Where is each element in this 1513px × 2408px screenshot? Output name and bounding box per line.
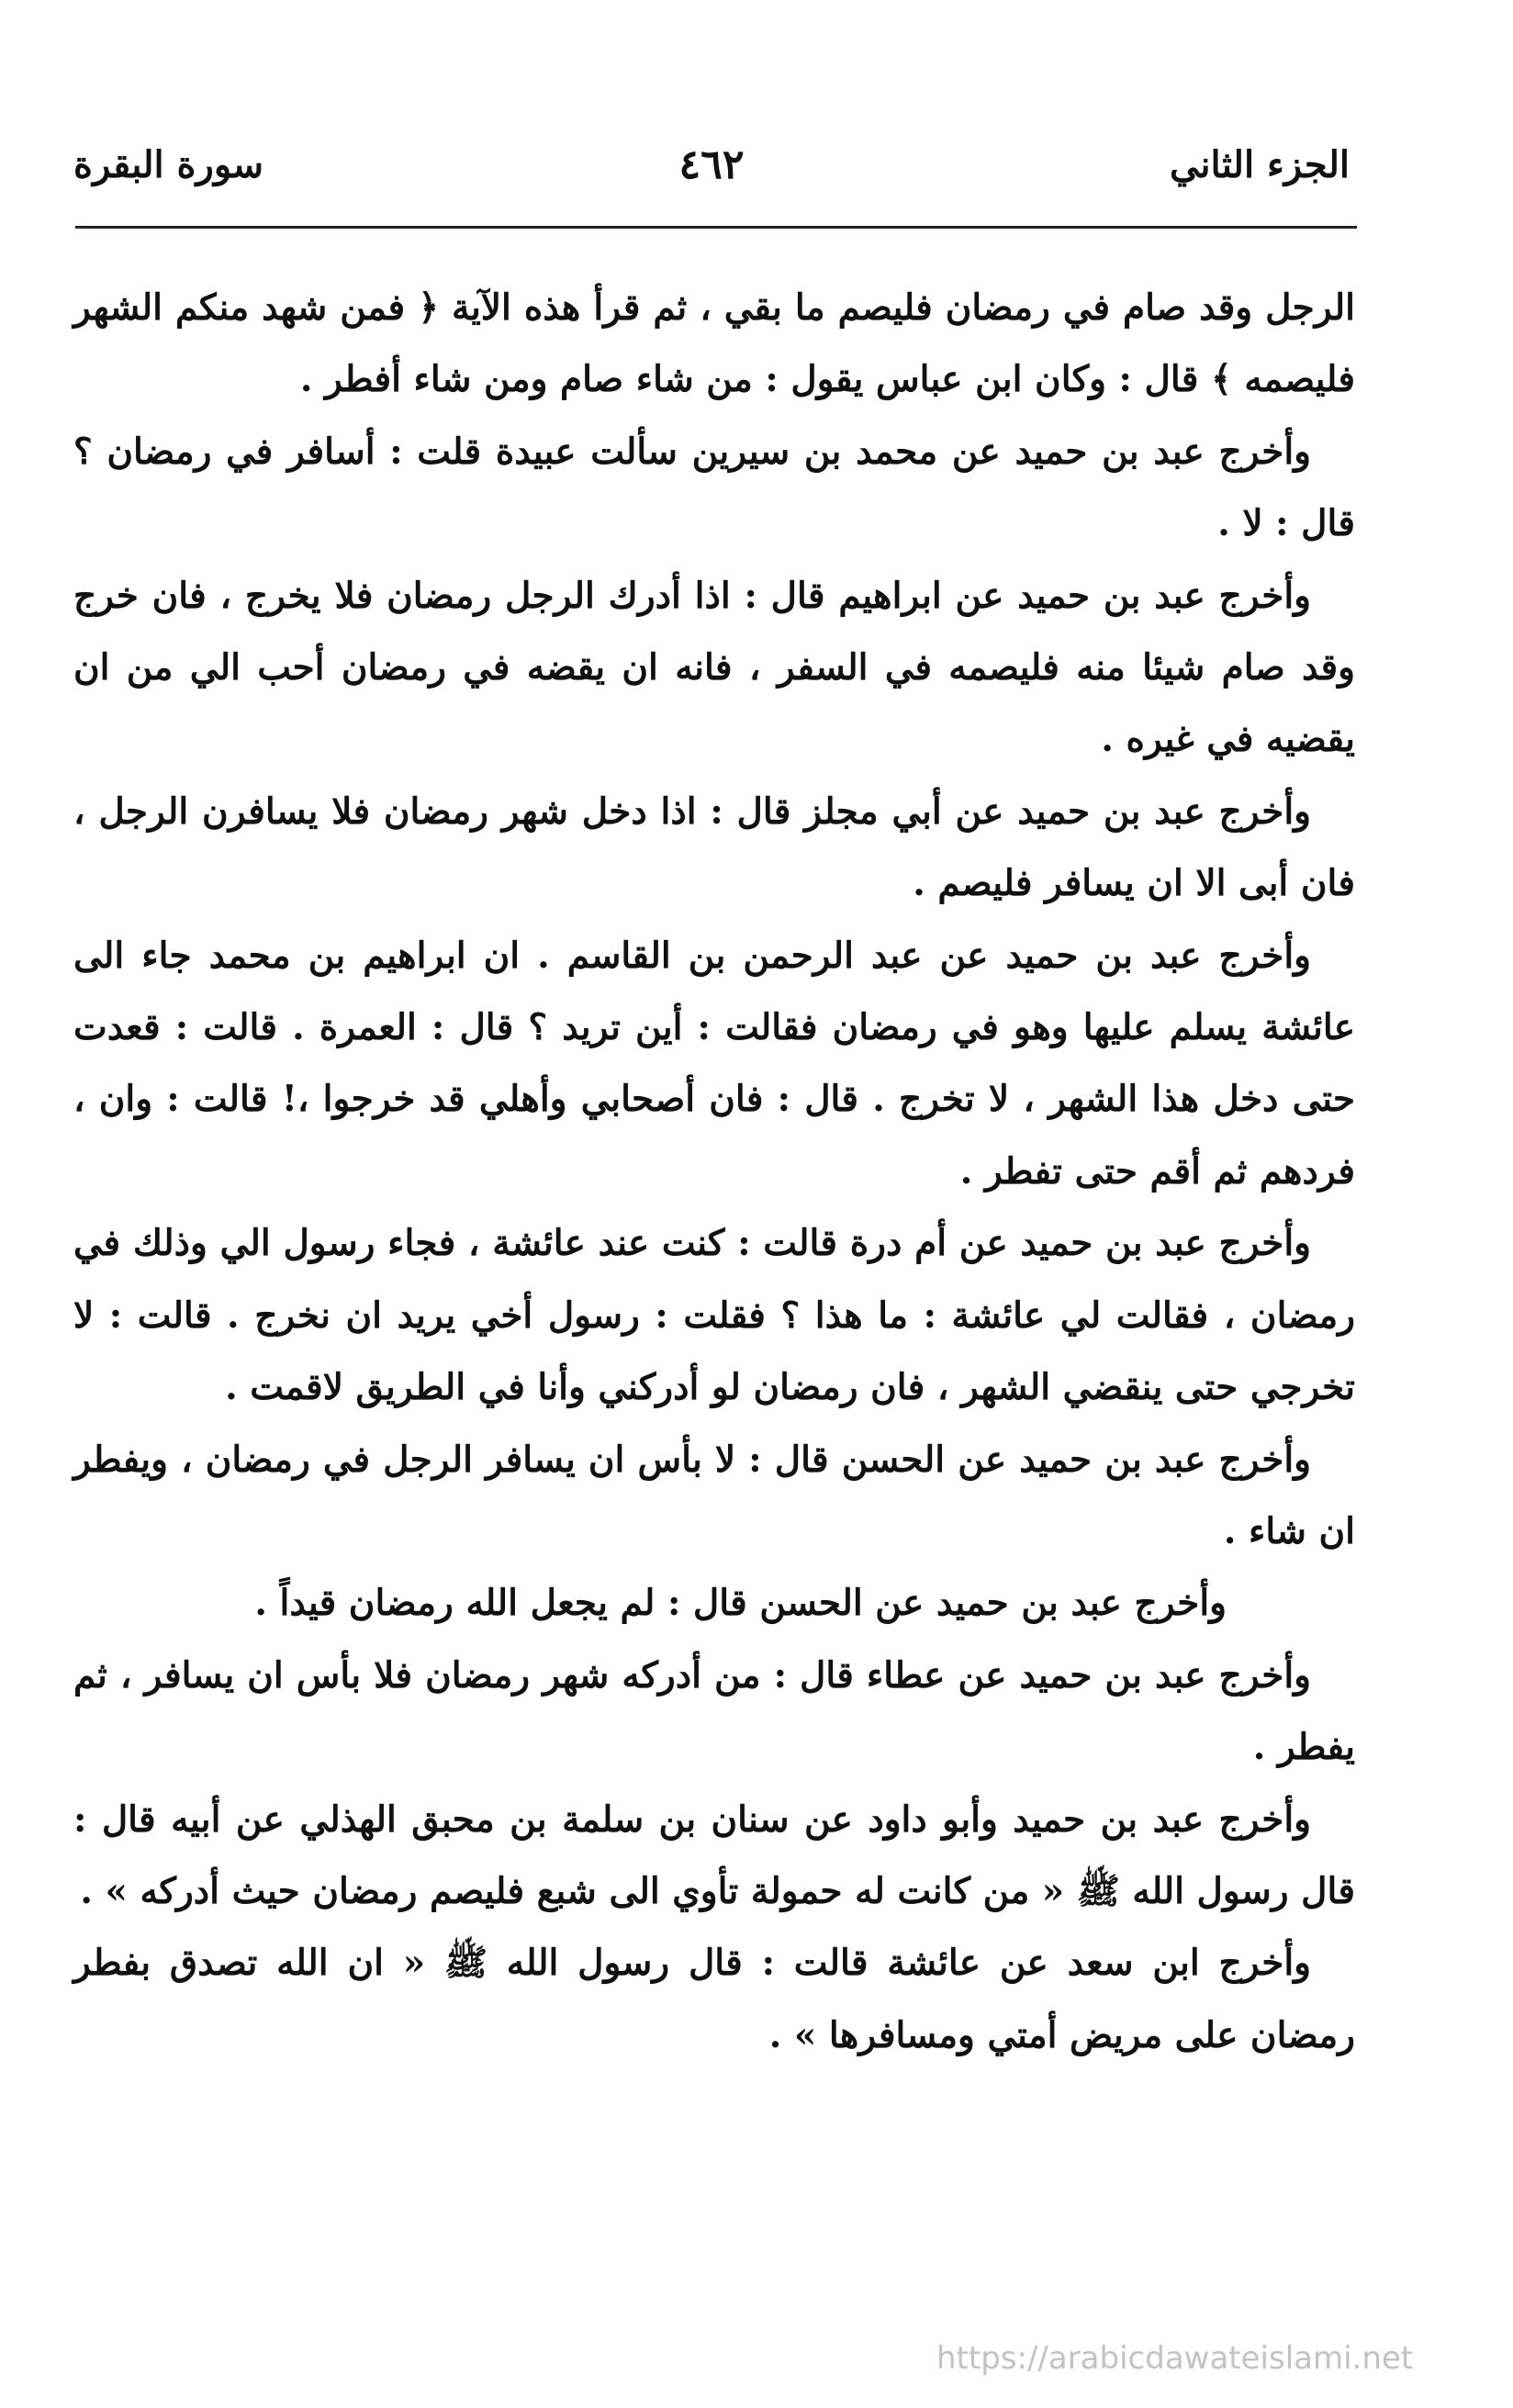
paragraph-umm-durra: وأخرج عبد بن حميد عن أم درة قالت : كنت عند عائشة ، فجاء رسول الي وذلك في رمضان ، فقالت لي عائشة : ما هذا ؟ فقلت : رسول أخي يريد ان نخرج . قالت : لا تخرجي حتى ينقضي الشهر ، فان رمضان لو أدركني وأنا في الطريق لاقمت . [73, 1222, 1355, 1409]
page-body [73, 272, 1355, 2071]
header-divider [75, 226, 1357, 229]
paragraph-continuation: الرجل وقد صام في رمضان فليصم ما بقي ، ثم قرأ هذه الآية ﴿ فمن شهد منكم الشهر فليصمه ﴾ قال : وكان ابن عباس يقول : من شاء صام ومن شاء أفطر . [73, 286, 1355, 401]
paragraph-ata: وأخرج عبد بن حميد عن عطاء قال : من أدركه شهر رمضان فلا بأس ان يسافر ، ثم يفطر . [73, 1653, 1355, 1769]
paragraph-abi-mijlaz: وأخرج عبد بن حميد عن أبي مجلز قال : اذا دخل شهر رمضان فلا يسافرن الرجل ، فان أبى الا ان يسافر فليصم . [73, 790, 1355, 905]
paragraph-hasan-2: وأخرج عبد بن حميد عن الحسن قال : لم يجعل الله رمضان قيداً . [254, 1582, 1227, 1625]
paragraph-hasan-1: وأخرج عبد بن حميد عن الحسن قال : لا بأس ان يسافر الرجل في رمضان ، ويفطر ان شاء . [73, 1438, 1355, 1552]
page-header [73, 138, 1350, 220]
paragraph-ibn-sirin: وأخرج عبد بن حميد عن محمد بن سيرين سألت عبيدة قلت : أسافر في رمضان ؟ قال : لا . [73, 430, 1355, 545]
paragraph-ibn-saad: وأخرج ابن سعد عن عائشة قالت : قال رسول الله ﷺ « ان الله تصدق بفطر رمضان على مريض أمتي ومسافرها » . [73, 1942, 1355, 2056]
surah-title: سورة البقرة [73, 143, 264, 186]
part-title: الجزء الثاني [1170, 143, 1350, 186]
paragraph-ibrahim: وأخرج عبد بن حميد عن ابراهيم قال : اذا أدرك الرجل رمضان فلا يخرج ، فان خرج وقد صام شيئا منه فليصمه في السفر ، فانه ان يقضه في رمضان أحب الي من ان يقضيه في غيره . [73, 574, 1355, 761]
paragraph-sinan: وأخرج عبد بن حميد وأبو داود عن سنان بن سلمة بن محبق الهذلي عن أبيه قال : قال رسول الله ﷺ « من كانت له حمولة تأوي الى شبع فليصم رمضان حيث أدركه » . [73, 1798, 1355, 1912]
paragraph-abd-al-rahman: وأخرج عبد بن حميد عن عبد الرحمن بن القاسم . ان ابراهيم بن محمد جاء الى عائشة يسلم عليها وهو في رمضان فقالت : أين تريد ؟ قال : العمرة . قالت : قعدت حتى دخل هذا الشهر ، لا تخرج . قال : فان أصحابي وأهلي قد خرجوا ،! قالت : وان ، فردهم ثم أقم حتى تفطر . [73, 934, 1355, 1193]
page-number: ٤٦٢ [678, 141, 745, 188]
source-watermark: https://arabicdawateislami.net [936, 2340, 1414, 2377]
